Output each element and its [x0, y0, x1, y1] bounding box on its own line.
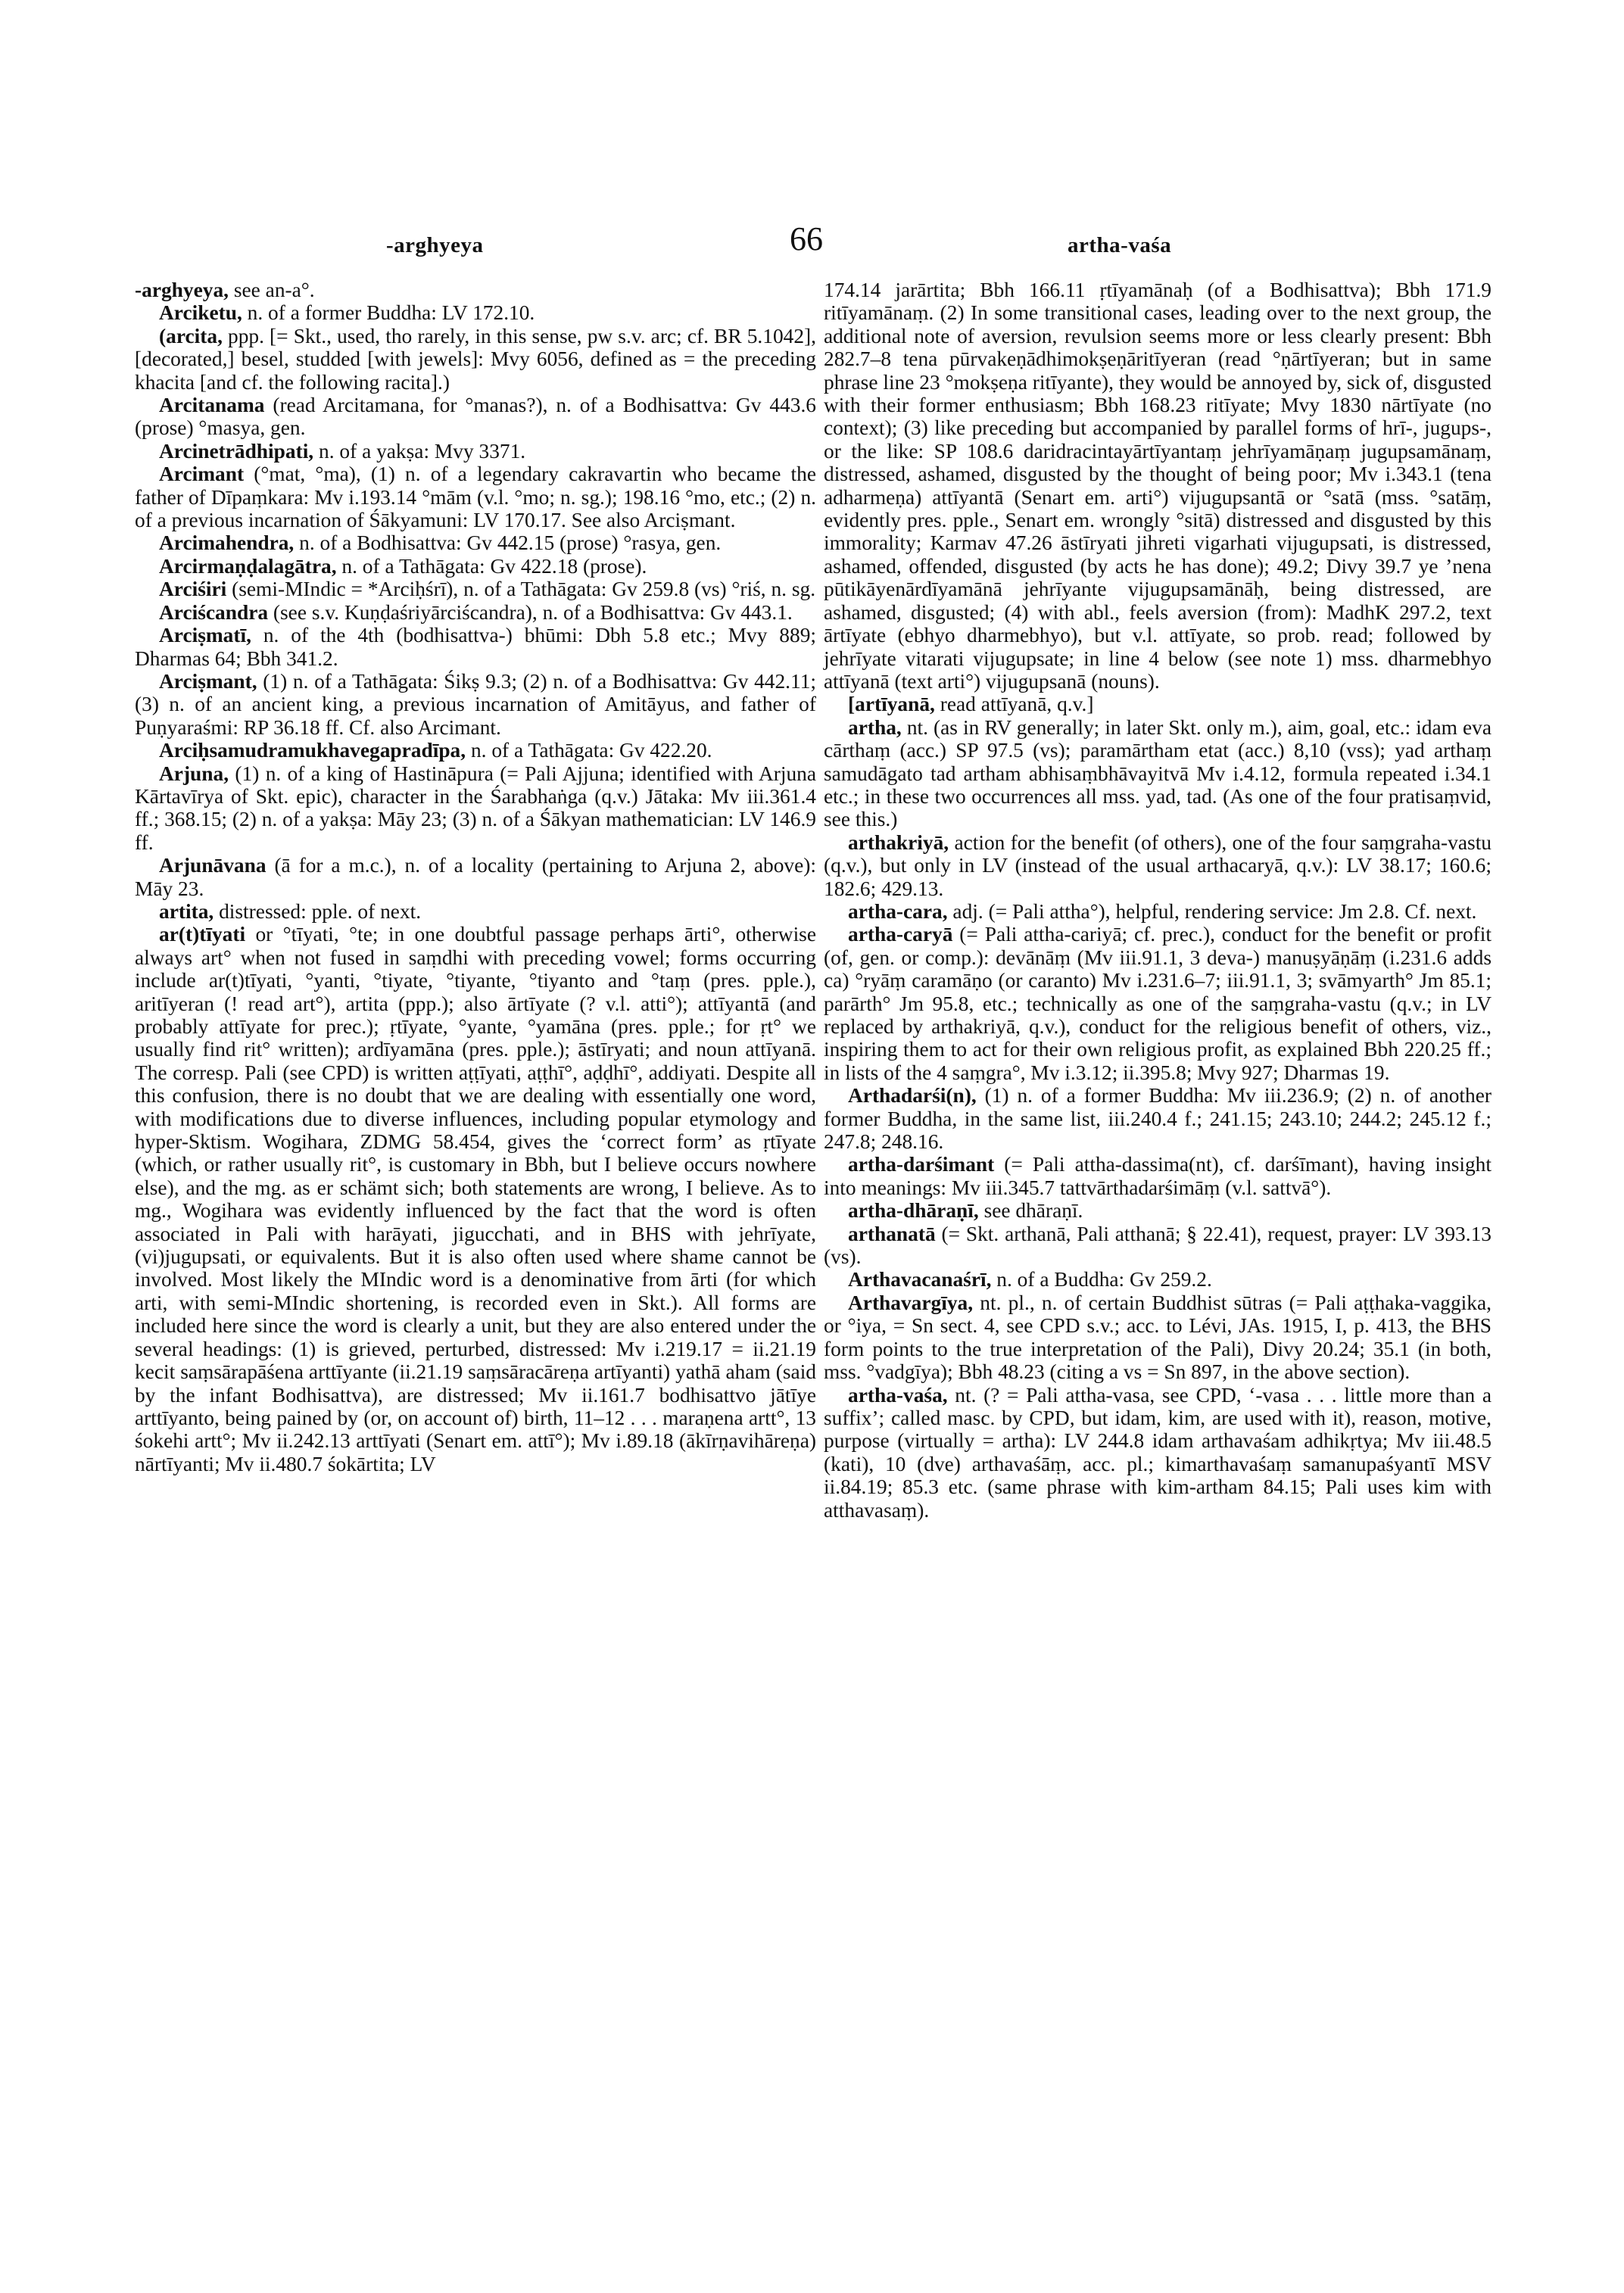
entry-body: (1) n. of a king of Hastināpura (= Pali Ajjuna; identified with Arjuna Kārtavīrya of Skt. epic), character in the Śarabhaṅga (q.v.) Jātaka: Mv iii.361.4 ff.; 368.15; (2) n. of a yakṣa: Māy 23; (3) n. of a Śākyan mathematician: LV 146.9 ff. — [135, 762, 816, 854]
entry-body: (1) n. of a Tathāgata: Śikṣ 9.3; (2) n. of a Bodhisattva: Gv 442.11; (3) n. of an ancient king, a previous incarnation of Amitāyus, and father of Puṇyaraśmi: RP 36.18 ff. Cf. also Arcimant. — [135, 669, 816, 739]
entry-body: (read Arcitamana, for °manas?), n. of a Bodhisattva: Gv 443.6 (prose) °masya, gen. — [135, 394, 816, 440]
entry-headword: Arcimant — [159, 463, 245, 486]
dictionary-entry — [824, 923, 1492, 1084]
dictionary-entry — [135, 301, 816, 324]
entry-body: n. of a Tathāgata: Gv 422.18 (prose). — [336, 554, 647, 578]
entry-headword: artha-dhāraṇī, — [848, 1199, 979, 1223]
running-head-left: -arghyeya — [386, 233, 484, 257]
page-number: 66 — [790, 220, 823, 257]
entry-body: see an-a°. — [229, 279, 315, 301]
entry-body: nt. (? = Pali attha-vasa, see CPD, ‘-vasa . . . little more than a suffix’; called masc. by CPD, but idam, kim, are used with it), reason, motive, purpose (virtually = artha): LV 244.8 idam arthavaśam adhikṛtya; Mv iii.48.5 (kati), 10 (dve) arthavaśāṃ, acc. pl.; kimarthavaśaṃ samanupaśyantī MSV ii.84.19; 85.3 etc. (same phrase with kim-artham 84.15; Pali uses kim with atthavasaṃ). — [824, 1383, 1492, 1522]
entry-body: (see s.v. Kuṇḍaśriyārciścandra), n. of a Bodhisattva: Gv 443.1. — [268, 600, 793, 624]
dictionary-entry — [824, 1153, 1492, 1199]
entry-body: see dhāraṇī. — [978, 1199, 1083, 1223]
entry-headword: Arcitanama — [159, 394, 265, 417]
running-head-right: artha-vaśa — [1068, 233, 1172, 257]
entry-headword: Arciścandra — [159, 600, 269, 624]
dictionary-entry — [135, 900, 816, 923]
entry-headword: Arcinetrādhipati, — [159, 439, 314, 463]
entry-headword: Arciḥsamudramukhavegapradīpa, — [159, 739, 466, 762]
entry-body: (semi-MIndic = *Arciḥśrī), n. of a Tathāgata: Gv 259.8 (vs) °riś, n. sg. — [226, 578, 816, 601]
entry-headword: Arjuna, — [159, 762, 229, 785]
entry-headword: Arciṣmant, — [159, 669, 257, 693]
entry-headword: (arcita, — [159, 324, 223, 347]
entry-headword: -arghyeya, — [135, 279, 229, 301]
dictionary-entry — [824, 1268, 1492, 1291]
dictionary-entry — [824, 1199, 1492, 1222]
entry-body: (= Pali attha-cariyā; cf. prec.), conduct for the benefit or profit (of, gen. or comp.): devānāṃ (Mv iii.91.1, 3 deva-) manuṣyāṇāṃ (i.231.6 adds ca) °ryāṃ caramāṇo (or caranto) Mv i.231.6–7; iii.91.1, 3; svāmyarth° Jm 85.1; parārth° Jm 95.8, etc.; technically as one of the saṃgraha-vastu (q.v.; in LV replaced by arthakriyā, q.v.), conduct for the religious benefit of others, viz., inspiring them to act for their own religious profit, as explained Bbh 220.25 ff.; in lists of the 4 saṃgra°, Mv i.3.12; ii.395.8; Mvy 927; Dharmas 19. — [824, 923, 1492, 1084]
dictionary-entry — [824, 900, 1492, 923]
entry-body: nt. pl., n. of certain Buddhist sūtras (= Pali aṭṭhaka-vaggika, or °iya, = Sn sect. 4, see CPD s.v.; acc. to Lévi, JAs. 1915, I, p. 413, the BHS form points to the true interpretation of the Pali), Divy 20.24; 35.1 (in both, mss. °vadgīya); Bbh 48.23 (citing a vs = Sn 897, in the above section). — [824, 1291, 1492, 1384]
entry-headword: Arthadarśi(n), — [848, 1084, 977, 1108]
dictionary-entry — [135, 854, 816, 900]
entry-body: distressed: pple. of next. — [214, 899, 422, 923]
dictionary-entry — [135, 325, 816, 394]
entry-headword: artha-cara, — [848, 899, 948, 923]
dictionary-entry — [135, 394, 816, 440]
entry-body: adj. (= Pali attha°), helpful, rendering service: Jm 2.8. Cf. next. — [947, 899, 1477, 923]
dictionary-entry — [824, 716, 1492, 831]
entry-body: (= Skt. arthanā, Pali atthanā; § 22.41), request, prayer: LV 393.13 (vs). — [824, 1222, 1492, 1269]
entry-headword: Arjunāvana — [159, 854, 267, 877]
entry-body: n. of a Tathāgata: Gv 422.20. — [466, 739, 712, 762]
dictionary-entry — [824, 1291, 1492, 1384]
entry-headword: Arthavacanaśrī, — [848, 1268, 992, 1291]
entry-headword: Arciketu, — [159, 301, 242, 325]
dictionary-entry — [824, 1384, 1492, 1522]
entry-body: n. of a former Buddha: LV 172.10. — [242, 301, 535, 325]
dictionary-entry — [135, 578, 816, 600]
entry-headword: ar(t)tīyati — [159, 923, 246, 946]
entry-headword: artha-darśimant — [848, 1153, 995, 1176]
dictionary-entry — [135, 670, 816, 739]
entry-headword: Arciśiri — [159, 578, 227, 601]
dictionary-entry — [824, 1223, 1492, 1269]
entry-headword: [artīyanā, — [848, 693, 935, 716]
entry-body: n. of a Buddha: Gv 259.2. — [991, 1268, 1212, 1291]
entry-headword: artita, — [159, 899, 214, 923]
dictionary-entry — [135, 923, 816, 1475]
entry-headword: Arcimahendra, — [159, 531, 295, 555]
entry-body: action for the benefit (of others), one of the four saṃgraha-vastu (q.v.), but only in LV (instead of the usual arthacaryā, q.v.): LV 38.17; 160.6; 182.6; 429.13. — [824, 830, 1492, 900]
entry-body: (= Pali attha-dassima(nt), cf. darśīmant), having insight into meanings: Mv iii.345.7 tattvārthadarśimāṃ (v.l. sattvā°). — [824, 1153, 1492, 1199]
entry-headword: artha, — [848, 715, 902, 739]
entry-body: read attīyanā, q.v.] — [934, 693, 1094, 716]
entry-body: (°mat, °ma), (1) n. of a legendary cakravartin who became the father of Dīpaṃkara: Mv i.193.14 °mām (v.l. °mo; n. sg.); 198.16 °mo, etc.; (2) n. of a previous incarnation of Śākyamuni: LV 170.17. See also Arciṣmant. — [135, 463, 816, 532]
dictionary-entry — [824, 1084, 1492, 1153]
dictionary-entry — [824, 279, 1492, 693]
entry-body: ppp. [= Skt., used, tho rarely, in this sense, pw s.v. arc; cf. BR 5.1042], [decorated,] besel, studded [with jewels]: Mvy 6056, defined as = the preceding khacita [and cf. the following racita].) — [135, 324, 816, 394]
dictionary-entry — [135, 762, 816, 855]
right-column — [824, 279, 1492, 1522]
dictionary-entry — [824, 693, 1492, 715]
entry-body: n. of a yakṣa: Mvy 3371. — [313, 439, 526, 463]
entry-headword: arthanatā — [848, 1222, 936, 1245]
entry-body: n. of the 4th (bodhisattva-) bhūmi: Dbh 5.8 etc.; Mvy 889; Dharmas 64; Bbh 341.2. — [135, 624, 816, 670]
dictionary-entry — [135, 440, 816, 463]
entry-body: 174.14 jarārtita; Bbh 166.11 ṛtīyamānaḥ (of a Bodhisattva); Bbh 171.9 ritīyamānaṃ. (2) In some transitional cases, leading over to the next group, the additional note of aversion, revulsion seems more or less clearly present: Bbh 282.7–8 tena pūrvakeṇādhimokṣeṇāritīyeran (read °ṇārtīyeran; but in same phrase line 23 °mokṣeṇa ritīyante), they would be annoyed by, sick of, disgusted with their former enthusiasm; Bbh 168.23 ritīyate; Mvy 1830 nārtīyate (no context); (3) like preceding but accompanied by parallel forms of hrī-, jugups-, or the like: SP 108.6 daridracintayārtīyantaṃ jehrīyamāṇaṃ jugupsamānaṃ, distressed, ashamed, disgusted by the thought of being poor; Mv i.343.1 (tena adharmeṇa) attīyantā (Senart em. arti°) vijugupsantā or °satā (mss. °satāṃ, evidently pres. pple., Senart em. wrongly °sitā) distressed and disgusted by this immorality; Karmav 47.26 āstīryati jihreti vigarhati vijugupsati, is distressed, ashamed, offended, disgusted (by acts he has done); 49.2; Divy 39.7 ye ’nena pūtikāyenārdīyamānā jehrīyante vijugupsamānāḥ, being distressed, are ashamed, disgusted; (4) with abl., feels aversion (from): MadhK 297.2, text ārtīyate (ebhyo dharmebhyo), but v.l. attīyate, so prob. read; followed by jehrīyate vitarati vijugupsate; in line 4 below (see note 1) mss. dharmebhyo attīyanā (text arti°) vijugupsanā (nouns). — [824, 279, 1492, 693]
dictionary-entry — [135, 279, 816, 301]
left-column — [135, 279, 816, 1475]
entry-body: or °tīyati, °te; in one doubtful passage perhaps ārti°, otherwise always art° when not fused in saṃdhi with preceding vowel; forms occurring include ar(t)tīyati, °yanti, °tiyate, °tiyante, °tiyanto and °taṃ (pres. pple.), aritīyeran (! read art°), artita (ppp.); also ārtīyate (? v.l. atti°); attīyantā (and probably attīyate for prec.); ṛtīyate, °yante, °yamāna (pres. pple.; for ṛt° we usually find rit° written); ardīyamāna (pres. pple.); āstīryati; and noun attīyanā. The corresp. Pali (see CPD) is written aṭṭīyati, aṭṭhī°, aḍḍhī°, addiyati. Despite all this confusion, there is no doubt that we are dealing with essentially one word, with modifications due to diverse influences, including popular etymology and hyper-Sktism. Wogihara, ZDMG 58.454, gives the ‘correct form’ as ṛtīyate (which, or rather usually rit°, is customary in Bbh, but I believe occurs nowhere else), and the mg. as er schämt sich; both statements are wrong, I believe. As to mg., Wogihara was evidently influenced by the fact that the word is often associated in Pali with harāyati, jigucchati, and in BHS with jehrīyate, (vi)jugupsati, or equivalents. But it is also often used where shame cannot be involved. Most likely the MIndic word is a denominative from ārti (for which arti, with semi-MIndic shortening, is recorded even in Skt.). All forms are included here since the word is clearly a unit, but they are also entered under the several headings: (1) is grieved, perturbed, distressed: Mv i.219.17 = ii.21.19 kecit saṃsārapāśena arttīyante (ii.21.19 saṃsāracāreṇa artīyanti) yathā aham (said by the infant Bodhisattva), are distressed; Mv ii.161.7 bodhisattvo jātīye arttīyanto, being pained by (or, on account of) birth, 11–12 . . . maraṇena artt°, 13 śokehi artt°; Mv ii.242.13 arttīyati (Senart em. attī°); Mv i.89.18 (ākīrṇavihāreṇa) nārtīyanti; Mv ii.480.7 śokārtita; LV — [135, 923, 816, 1475]
dictionary-entry — [135, 555, 816, 578]
dictionary-entry — [135, 601, 816, 624]
dictionary-entry — [135, 739, 816, 762]
dictionary-entry — [135, 624, 816, 670]
entry-headword: Arthavargīya, — [848, 1291, 974, 1314]
entry-headword: Arcirmaṇḍalagātra, — [159, 554, 337, 578]
entry-headword: arthakriyā, — [848, 830, 949, 854]
entry-headword: artha-vaśa, — [848, 1383, 948, 1407]
entry-body: n. of a Bodhisattva: Gv 442.15 (prose) °rasya, gen. — [294, 531, 722, 555]
entry-headword: Arciṣmatī, — [159, 624, 251, 647]
entry-body: (ā for a m.c.), n. of a locality (pertaining to Arjuna 2, above): Māy 23. — [135, 854, 816, 900]
entry-body: nt. (as in RV generally; in later Skt. only m.), aim, goal, etc.: idam eva cārthaṃ (acc.) SP 97.5 (vs); paramārtham etat (acc.) 8,10 (vss); yad arthaṃ samudāgato tad artham abhisaṃbhāvayitvā Mv i.4.12, formula repeated i.34.1 etc.; in these two occurrences all mss. yad, tad. (As one of the four pratisaṃvid, see this.) — [824, 715, 1492, 831]
dictionary-entry — [824, 831, 1492, 900]
dictionary-entry — [135, 463, 816, 531]
entry-headword: artha-caryā — [848, 923, 953, 946]
entry-body: (1) n. of a former Buddha: Mv iii.236.9; (2) n. of another former Buddha, in the same list, iii.240.4 f.; 241.15; 243.10; 244.2; 245.12 f.; 247.8; 248.16. — [824, 1084, 1492, 1154]
dictionary-entry — [135, 531, 816, 554]
